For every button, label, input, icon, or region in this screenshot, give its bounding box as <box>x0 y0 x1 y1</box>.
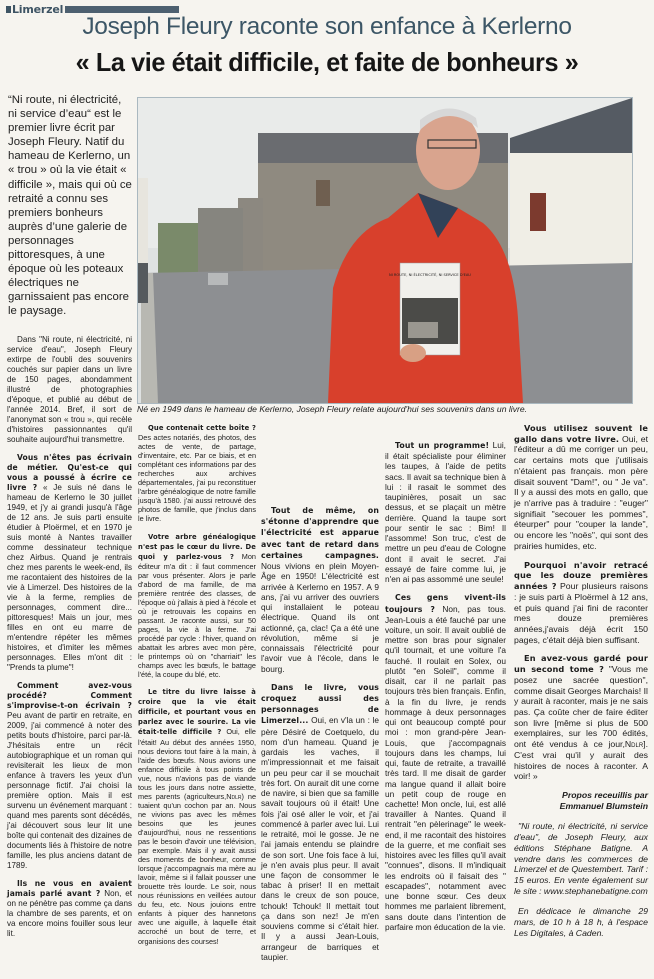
article-column-2 <box>138 423 256 954</box>
qa-item <box>138 532 256 680</box>
answer-continued: ]. C'est vrai qu'il y aurait des histoires de noces à raconter. A voir! » <box>514 739 648 782</box>
qa-item <box>261 505 379 674</box>
headline: Joseph Fleury raconte son enfance à Kerlerno <box>82 13 572 40</box>
qa-item <box>385 592 506 932</box>
question: Tout un programme! <box>395 441 490 450</box>
ndlr-note: Ndlr <box>624 739 644 750</box>
answer: Oui, elle l'était! Au début des années 1950, nous devions tout faire à la main, à l'aide des bœufs. Nous avions une enfance difficile à tous points de vue, nous n'avions pas de viande tous les jours dans notre assiette, mes parents (agriculteurs, <box>138 727 256 801</box>
article-title: « La vie était difficile, et faite de bonheurs » <box>75 47 579 77</box>
kicker-label: Limerzel <box>12 3 64 16</box>
qa-item <box>7 681 132 871</box>
article-column-5 <box>514 423 648 949</box>
question: Pourquoi n'avoir retracé que les douze premières années ? <box>514 559 648 592</box>
question: En avez-vous gardé pour un second tome ? <box>514 653 648 675</box>
qa-item <box>7 879 132 939</box>
intro-paragraph: Dans "Ni route, ni électricité, ni service d'eau", Joseph Fleury extirpe de l'oubli des souvenirs couchés sur papier dans un livre de 150 pages, abondamment illustré de photographies d'époque, et publié au début de l'année 2014. Bref, il sort de l'anonymat son « trou », qui recèle d'histoires passionnantes qu'il souhaite aujourd'hui transmettre. <box>7 335 132 444</box>
kicker-square-icon <box>6 6 11 13</box>
qa-item <box>514 653 648 782</box>
article-photo <box>137 97 633 404</box>
book-info: "Ni route, ni électricité, ni service d'eau", de Joseph Fleury, aux éditions Stéphane Batigne. A vendre dans les commerces de Limerzel et de Questembert. Tarif : 15 euros. En vente également sur le site : www.stephanebatigne.com <box>514 821 648 896</box>
kicker-bar <box>65 6 179 13</box>
question: Le titre du livre laisse à croire que la vie était difficile, et pourtant vous en parlez avec le sourire. La vie était-telle difficile ? <box>138 688 256 737</box>
question: Dans le livre, vous croquez aussi des personnages de Limerzel... <box>261 682 379 726</box>
ndlr-note: Ndlr <box>226 791 242 801</box>
byline-author: Emmanuel Blumstein <box>559 800 648 811</box>
qa-item <box>514 423 648 552</box>
article-column-3 <box>261 505 379 970</box>
photo-caption: Né en 1949 dans le hameau de Kerlerno, Joseph Fleury relate aujourd'hui ses souvenirs dans un livre. <box>137 404 528 414</box>
lead-paragraph: “Ni route, ni électricité, ni service d’eau“ est le premier livre écrit par Joseph Fleury. Natif du hameau de Kerlerno, un « trou » où la vie était « difficile », mais qui où ce retraité a connu ses premiers bonheurs auprès d’une galerie de personnages pittoresques, à une époque où les poteaux électriques ne garnissaient pas encore le paysage. <box>8 94 132 318</box>
question: Comment avez-vous procédé? Comment s'improvise-t-on écrivain ? <box>7 681 132 710</box>
answer: Non, et on ne pénètre pas comme ça dans la chambre de ses parents, et on va encore moins fouiller sous leur lit. <box>7 889 132 938</box>
byline-line-1: Propos receuillis par <box>562 790 648 800</box>
answer: Non, pas tous. Jean-Louis a été fauché par une voiture, un soir. Il avait oublié de mettre son bras pour signaler qu'il tournait, et une voiture l'a fauché. Il roulait en Solex, ou plutôt "en Soleil", comme il disait, car il ne parlait pas toujours très bien français. Enfin, à la fin du livre, je rends hommage à deux personnages qui ont beaucoup compté pour moi : mon grand-père Jean-Louis, que j'accompagnais toujours dans les champs, lui qui, faute de retraite, a travaillé très tard. Il me disait de garder ma langue quand il allait boire un petit coup de rouge en cachette! Mon oncle, lui, est allé travailler à Nantes. Quand il rentrait "en pèlerinage" le week-end, il me racontait des histoires de la guerre, et me confiait ses histoires avec les filles qu'il avait "connues", disons. Il m'indiquait les endroits où il faisait des " escapades", notamment avec une bonne sœur. Ces deux hommes me parlaient librement, sans doute dans l'intention de parfaire mon éducation de la vie. <box>385 603 506 932</box>
answer: "Vous me posez une sacrée question", comme disait Georges Marchais! Il y aurait à raconter, mais je ne sais pas. Ça coûte cher de faire éditer son livre [même si plus de 500 exemplaires, sur les 700 édités, ont été vendus à ce jour, <box>514 664 648 750</box>
question: Tout de même, on s'étonne d'apprendre que l'électricité est apparue avec tant de retard dans certaines campagnes. <box>261 506 379 560</box>
question: Vous n'êtes pas écrivain de métier. Qu'est-ce qui vous a poussé à écrire ce livre ? <box>7 453 132 492</box>
book-cover-title: NI ROUTE, NI ÉLECTRICITÉ, NI SERVICE D'EAU <box>389 273 471 277</box>
qa-item <box>385 440 506 584</box>
article-column-4 <box>385 440 506 940</box>
photo-illustration <box>138 98 632 403</box>
answer: « Je suis né dans le hameau de Kerlerno le 30 juillet 1949, et j'y ai grandi jusqu'à l'âge de 12 ans. Je suis parti ensuite étudier à Ploërmel, et en 1970 je suis monté à Nantes travailler comme dessinateur technique chez Airbus. Quand je rentrais chez mes parents le week-end, ils me racontaient des histoires de la vie à Limerzel. Des histoires de la vie à la ferme, remplies de personnages, comment dire... pittoresques! Mais un jour, mes filles en ont eu marre de m'entendre répéter les mêmes histoires, et d'imiter les mêmes personnages. Elles m'ont dit : "Prends ta plume"! <box>7 483 132 672</box>
answer: Pour plusieurs raisons : je suis parti à Ploërmel à 12 ans, et puis quand j'ai fini de raconter mes douze premières années,j'avais déjà écrit 150 pages, c'était déjà bien suffisant. <box>514 581 648 645</box>
article-column-1 <box>7 335 132 947</box>
question: Que contenait cette boîte ? <box>148 424 256 432</box>
qa-item <box>138 423 256 524</box>
question: Vous utilisez souvent le gallo dans votre livre. <box>514 423 648 444</box>
signing-info: En dédicace le dimanche 29 mars, de 10 h à 18 h, à l'espace Les Digitales, à Caden. <box>514 906 648 938</box>
answer: Oui, et l'éditeur a dû me corriger un peu, car certains mots que j'utilisais n'étaient pas français. mon père disait souvent "Dam!", ou " Je va". Il y a aussi des mots en gallo, que je n'arrive pas à traduire : "euger" signifiait "secouer les pommes", éteurper" pour "couper la lande", ou encore les "noës", qui sont des prairies humides, etc. <box>514 433 648 551</box>
qa-item <box>7 453 132 673</box>
qa-item <box>514 560 648 646</box>
answer: Nous vivions en plein Moyen-Âge en 1950! L'électricité est arrivée à Kerlerno en 1957. A 9 ans, j'ai vu arriver des ouvriers qui installaient le poteau électrique. Quand ils ont actionné, ça, clac! Ça a été une révolution, même si je connaissais l'électricité pour l'avoir vue à l'école, dans le bourg. <box>261 561 379 674</box>
qa-item <box>138 687 256 945</box>
question: Ils ne vous en avaient jamais parlé avant ? <box>7 879 132 898</box>
byline <box>514 790 648 811</box>
qa-item <box>261 682 379 962</box>
answer: Oui, en v'la un : le père Désiré de Coetquelo, du nom d'un hameau. Quand je gardais les vaches, il m'impressionnait et me faisait un peu peur car il se mouchait très fort. On aurait dit une corne de navire, si bien que sa famille savait toujours où il était! Une fois j'ai osé aller le voir, et j'ai commencé à parler avec lui. Lui le retraité, moi le gosse. Je ne l'ai jamais entendu se plaindre de son sort. Une fois face à lui, je n'en avais plus peur. Il avait une façon de consommer le tabac à priser! Il en mettait dans le creux de son pouce, tchouk! Tchouk! Il mettait tout ça dans son nez! Je m'en souviens comme si c'était hier. Il y a aussi Jean-Louis, arrangeur de barriques et taupier. <box>261 715 379 962</box>
answer: Des actes notariés, des photos, des actes de vente, de partage, d'inventaire, etc. Par ce biais, et en complétant ces informations par des recherches aux archives départementales, j'ai pu reconstituer l'arbre généalogique de notre famille jusqu'à 1580. j'ai aussi retrouvé des photos de famille, que j'inclus dans le livre. <box>138 433 256 524</box>
answer: Mon éditeur m'a dit : il faut commencer par vous présenter. Alors je parle d'abord de ma famille, de ma première rentrée des classes, de l'époque où j'allais à pied à l'école et où je retrouvais les copains en passant. Je raconte aussi, sur 50 pages, la vie à la ferme. J'ai procédé par cycle : l'hiver, quand on abattait les arbres avec mon père, le printemps où on "charriait" les champs avec les bœufs, le battage l'été, la coupe du blé, etc. <box>138 551 256 680</box>
answer: Lui, il était spécialiste pour éliminer les taupes, à l'aide de petits sacs. Il avait sa technique bien à lui : il rasait le sommet des taupinières, posait un sac dessus, et se plaçait un mètre derrière. Quand la taupe sort pour sentir le sac : Bim! Il l'assomme! Son truc, c'est de mettre un peu d'eau de Cologne dont il avait le secret. J'ai essayé de faire comme lui, je n'en ai pas assommé une seule! <box>385 440 506 585</box>
answer: Peu avant de partir en retraite, en 2009, j'ai commencé à noter des petits bouts d'histoire, parci par-là. J'hésitais entre un récit autobiographique et un roman qui revisiterait les lieux de mon enfance à travers les yeux d'un personnage fictif. J'ai choisi la première option. Mais il est survenu un événement marquant : quand mes parents sont décédés, j'ai découvert sous leur lit une boîte qui contenait des dizaines de documents liés à l'histoire de notre famille, les plus anciens datant de 1789. <box>7 711 132 870</box>
question: Ces gens vivent-ils toujours ? <box>385 593 506 614</box>
answer-continued: ) ne tuaient qu'un cochon par an. Nous ne vivions pas avec les mêmes besoins que les jeunes d'aujourd'hui, nous ne ressentions pas le besoin d'avoir une télévision, par exemple. Mais il y avait aussi des moments de bonheur, comme lorsque j'accompagnais ma mère au lavoir, même si il fallait pousser une brouette très lourde. Le soir, nous nous réunissions en veillées autour du feu, etc. Nous jouions entre enfants à piquer des hannetons avec une aiguille, à laquelle était accroché un bout de terre, et organisions des courses! <box>138 791 257 946</box>
question: Votre arbre généalogique n'est pas le cœur du livre. De quoi y parlez-vous ? <box>138 532 256 561</box>
